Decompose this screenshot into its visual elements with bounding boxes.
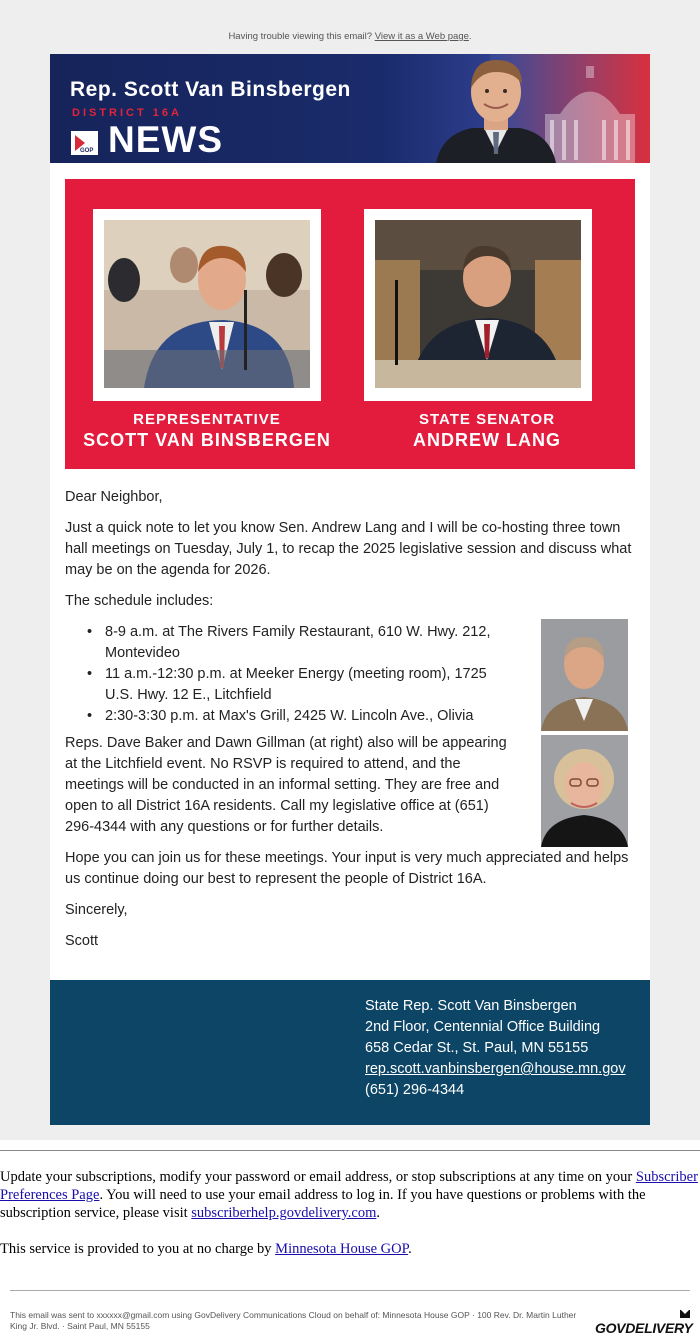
representative-photo-frame bbox=[93, 209, 321, 401]
schedule-item-text: 2:30-3:30 p.m. at Max's Grill, 2425 W. Lincoln Ave., Olivia bbox=[105, 708, 474, 724]
email-container bbox=[50, 54, 650, 1125]
senator-hearing-photo bbox=[375, 220, 581, 388]
envelope-icon bbox=[680, 1310, 690, 1318]
contact-name: State Rep. Scott Van Binsbergen bbox=[365, 998, 577, 1014]
govdelivery-logo[interactable] bbox=[595, 1310, 693, 1338]
dave-baker-photo bbox=[541, 619, 628, 731]
schedule-intro: The schedule includes: bbox=[65, 593, 214, 609]
greeting: Dear Neighbor, bbox=[65, 489, 163, 505]
footer-divider bbox=[0, 1150, 700, 1151]
logo-label: GOP bbox=[80, 148, 94, 154]
schedule-item-text: 8-9 a.m. at The Rivers Family Restaurant, 610 W. Hwy. 212, Montevideo bbox=[105, 624, 491, 661]
list-item bbox=[87, 664, 495, 706]
subscriber-help-link[interactable]: subscriberhelp.govdelivery.com bbox=[191, 1205, 377, 1221]
footer-divider bbox=[10, 1290, 690, 1291]
hero-banner bbox=[65, 179, 635, 469]
bullet-icon: • bbox=[87, 708, 93, 724]
representative-caption bbox=[72, 411, 342, 451]
sender-info: This email was sent to xxxxxx@gmail.com using GovDelivery Communications Cloud on behalf of: Minnesota House GOP · 100 Rev. Dr. Martin Luther King Jr. Blvd. · Saint Paul, MN 55155 bbox=[10, 1310, 577, 1331]
intro-paragraph: Just a quick note to let you know Sen. Andrew Lang and I will be co-hosting three town hall meetings on Tuesday, July 1, to recap the 2025 legislative session and discuss what may be on the agenda for 2026. bbox=[65, 520, 632, 578]
letter-body bbox=[50, 469, 650, 980]
footer-text: . bbox=[408, 1241, 412, 1257]
header-title: Rep. Scott Van Binsbergen bbox=[70, 78, 351, 101]
preheader bbox=[0, 31, 700, 42]
house-gop-logo bbox=[71, 131, 98, 155]
footer-text: This service is provided to you at no charge by bbox=[0, 1241, 276, 1257]
subscriber-preferences-link[interactable]: Subscriber Preferences Page bbox=[0, 1169, 698, 1203]
senator-name: ANDREW LANG bbox=[413, 430, 561, 450]
footer-text: . You will need to use your email address to log in. If you have questions or problems with the subscription service, please visit bbox=[0, 1187, 646, 1221]
list-item bbox=[87, 706, 495, 727]
footer-text: . bbox=[376, 1205, 380, 1221]
newsletter-header bbox=[50, 54, 650, 163]
contact-phone: (651) 296-4344 bbox=[365, 1082, 465, 1098]
contact-office: 2nd Floor, Centennial Office Building bbox=[365, 1019, 601, 1035]
representative-portrait bbox=[422, 54, 570, 163]
subscription-paragraph bbox=[0, 1168, 698, 1222]
bullet-icon: • bbox=[87, 624, 93, 640]
contact-email-link[interactable]: rep.scott.vanbinsbergen@house.mn.gov bbox=[365, 1061, 626, 1077]
signoff: Sincerely, bbox=[65, 902, 128, 918]
contact-address: 658 Cedar St., St. Paul, MN 55155 bbox=[365, 1040, 589, 1056]
list-item bbox=[87, 622, 495, 664]
representative-name: SCOTT VAN BINSBERGEN bbox=[83, 430, 331, 450]
reps-paragraph: Reps. Dave Baker and Dawn Gillman (at right) also will be appearing at the Litchfield event. No RSVP is required to attend, and the meetings will be conducted in an informal setting. They are free and open to all District 16A residents. Call my legislative office at (651) 296-4344 with any questions or for further details. bbox=[65, 735, 507, 835]
contact-info bbox=[365, 996, 626, 1101]
contact-footer bbox=[50, 980, 650, 1125]
subscription-footer bbox=[0, 1168, 698, 1276]
schedule-item-text: 11 a.m.-12:30 p.m. at Meeker Energy (meeting room), 1725 U.S. Hwy. 12 E., Litchfield bbox=[105, 666, 487, 703]
schedule-list bbox=[65, 622, 495, 727]
preheader-text: Having trouble viewing this email? bbox=[228, 31, 373, 42]
preheader-suffix: . bbox=[468, 31, 472, 42]
bullet-icon: • bbox=[87, 666, 93, 682]
signature: Scott bbox=[65, 933, 99, 949]
minnesota-house-gop-link[interactable]: Minnesota House GOP bbox=[275, 1241, 409, 1257]
view-web-page-link[interactable]: View it as a Web page bbox=[374, 31, 469, 42]
guest-photos bbox=[541, 619, 628, 851]
govdelivery-wordmark: GOVDELIVERY bbox=[595, 1320, 693, 1336]
closing-paragraph: Hope you can join us for these meetings. Your input is very much appreciated and helps us continue doing our best to represent the people of District 16A. bbox=[65, 850, 629, 887]
dawn-gillman-photo bbox=[541, 735, 628, 847]
header-news: NEWS bbox=[108, 119, 223, 160]
representative-hearing-photo bbox=[104, 220, 310, 388]
service-paragraph bbox=[0, 1240, 698, 1258]
senator-caption bbox=[352, 411, 622, 451]
representative-role: REPRESENTATIVE bbox=[133, 411, 281, 428]
senator-photo-frame bbox=[364, 209, 592, 401]
senator-role: STATE SENATOR bbox=[418, 411, 556, 428]
footer-text: Update your subscriptions, modify your password or email address, or stop subscriptions at any time on your bbox=[0, 1169, 636, 1185]
header-district: DISTRICT 16A bbox=[72, 107, 182, 119]
